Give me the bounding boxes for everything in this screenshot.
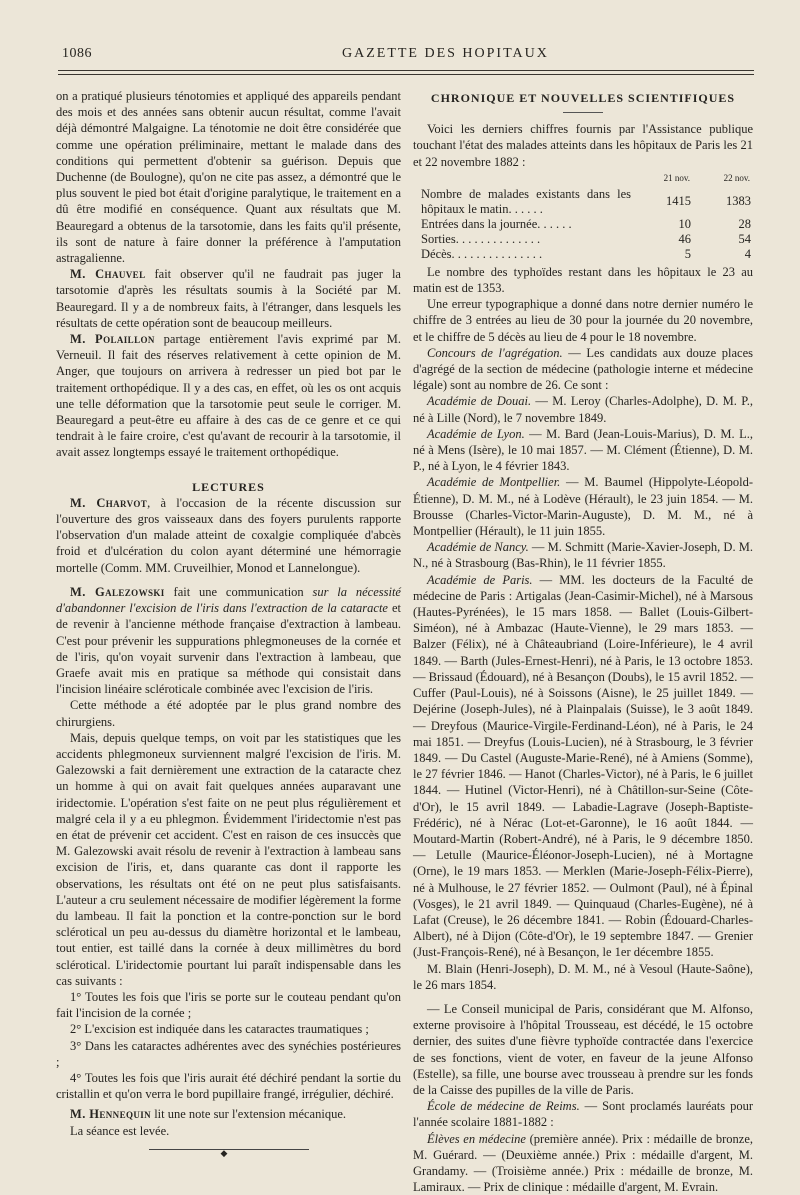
- paragraph: [413, 1098, 753, 1130]
- title-rule: [563, 112, 603, 113]
- stat-value: 1383: [726, 194, 751, 209]
- table-row: [421, 170, 751, 187]
- stat-value: 54: [738, 231, 751, 246]
- paragraph-text: fait observer qu'il ne faudrait pas juger la tarsotomie d'après les résultats soumis à la Société par M. Beauregard. Il y a de nombreux faits, à l'étranger, dans lesquels les résultats de cette opération sont de beaucoup meilleurs.: [56, 267, 401, 330]
- paragraph-text: fait une communication: [164, 584, 313, 599]
- stat-value: 28: [738, 216, 751, 231]
- paragraph-text: partage entièrement l'avis exprimé par M. Verneuil. Il fait des réserves relativement à cette opinion de M. Anger, que toujours on arrivera à redresser un pied bot par le traitement orthopédique. Il y a des cas, en effet, où les os ont acquis une telle déformation que la tarsotomie peut seule le corriger. M. Beauregard a peut-être eu affaire à des cas de ce genre et ce qui tendrait à le faire croire, c'est qu'avant de recourir à la tarsotomie, il avait assez longtemps essayé le traitement orthopédique.: [56, 332, 401, 460]
- paragraph-text: , à l'occasion de la récente discussion sur l'ouverture des gros vaisseaux dans des foyers purulents rapporte l'observation d'un malade atteint de coxalgie compliquée d'abcès froid et d'ulcération du colon ayant déterminé une hémorragie mortelle (Comm. MM. Cruveilhier, Monod et Lannelongue).: [56, 495, 401, 575]
- paragraph: Mais, depuis quelque temps, on voit par les statistiques que les accidents phlegmoneux surviennent malgré l'excision de l'iris. M. Galezowski a fait dernièrement une extraction de la cataracte chez un homme à qui on avait fait quelques années auparavant une iridectomie. L'opération s'est faite on ne peut plus régulièrement et malgré cela il y a eu phlegmon. Évidemment l'iridectomie n'est pas en état de prévenir cet accident. C'est en raison de ces insuccès que M. Galezowski avait résolu de revenir à l'extraction à lambeau sans excision de l'iris, et, dans quarante cas dont il rapporte les observations, les résultats ont été on ne peut plus satisfaisants. L'auteur a cru seulement nécessaire de modifier légèrement la forme du lambeau. Il fait la ponction et la contre-ponction sur le bord sclérotical un peu au-dessus du diamètre horizontal et le lambeau, tout entier, est taillé dans la cornée à deux millimètres du bord sclérotical. L'iridectomie pourtant lui paraît indispensable dans les cas suivants :: [56, 730, 401, 988]
- paragraph-text: — Les candidats aux douze places d'agrégé de la section de médecine (pathologie interne et médecine légale) sont au nombre de 26. Ce sont :: [413, 345, 753, 393]
- paragraph: on a pratiqué plusieurs ténotomies et appliqué des appareils pendant des mois et des années sans obtenir aucun résultat, comme l'avait déjà démontré Malgaigne. La ténotomie ne doit être considérée que comme une opération préliminaire, mettant le malade dans des conditions qui permettent d'obtenir sa guérison. Depuis que Duchenne (de Boulogne), qu'on ne cite pas assez, a démontré que le plus souvent le pied bot était d'origine paralytique, le traitement en a dû être modifié en conséquence. Quant aux résultats que M. Beauregard a obtenus de la tarsotomie, dans les faits qu'il présente, ils sont de nature à faire donner la préférence à l'amputation astragalienne.: [56, 89, 401, 266]
- speaker-name: M. Charvot: [70, 495, 148, 510]
- paragraph: Une erreur typographique a donné dans notre dernier numéro le chiffre de 3 entrées au lieu de 30 pour la journée du 20 novembre, et le chiffre de 5 décès au lieu de 4 pour le 18 novembre.: [413, 297, 753, 344]
- paragraph: [56, 584, 401, 697]
- paragraph-text: — M. Leroy (Charles-Adolphe), D. M. P., né à Lille (Nord), le 7 novembre 1849.: [413, 394, 754, 425]
- paragraph-text: et de revenir à l'ancienne méthode française d'extraction à lambeau. C'est pour prévenir les suppurations phlegmoneuses de la cornée et de l'iris, qu'on voyait survenir dans l'extraction à lambeau, que Graefe avait mis en pratique sa méthode qui consistait dans l'incision linéaire scléroticale combinée avec l'excision de l'iris.: [56, 601, 401, 697]
- paragraph-text: — MM. les docteurs de la Faculté de médecine de Paris : Artigalas (Jean-Casimir-Michel), né à Marsous (Hautes-Pyrénées), le 15 mars 1858. — Ballet (Louis-Gilbert-Siméon), né à Ambazac (Haute-Vienne), le 29 mars 1853. — Balzer (Félix), né à Châteaubriand (Loire-Inférieure), le 4 avril 1849. — Barth (Jules-Ernest-Henri), né à Paris, le 13 octobre 1853. — Brissaud (Édouard), né à Besançon (Doubs), le 15 avril 1852. — Cuffer (Paul-Louis), né à Soissons (Aisne), le 25 juillet 1849. — Dejérine (Joseph-Jules), né à Plainpalais (Suisse), le 3 août 1849. — Dreyfous (Maurice-Virgile-Ferdinand-Léon), né à Paris, le 24 mai 1851. — Dreyfus (Louis-Lucien), né à Strasbourg, le 3 février 1849. — Du Castel (Auguste-Marie-René), né à Amiens (Somme), le 27 février 1846. — Hanot (Charles-Victor), né à Paris, le 6 juillet 1844. — Hutinel (Victor-Henri), né à Châtillon-sur-Seine (Côte-d'Or), le 15 avril 1849. — Labadie-Lagrave (Joseph-Baptiste-Frédéric), né à Nérac (Lot-et-Garonne), le 16 août 1844. — Moutard-Martin (Robert-André), né à Paris, le 9 décembre 1850. — Letulle (Maurice-Éléonor-Joseph-Lucien), né à Mortagne (Orne), le 19 mars 1853. — Merklen (Marie-Joseph-Félix-Pierre), né à Mulhouse, le 27 février 1852. — Oulmont (Paul), né à Épinal (Vosges), le 21 avril 1849. — Quinquaud (Charles-Eugène), né à Lafat (Creuse), le 26 décembre 1841. — Robin (Édouard-Charles-Albert), né à Dijon (Côte-d'Or), le 19 septembre 1847. — Grenier (Just-François-René), né à Besançon, le 1er décembre 1855.: [413, 572, 753, 960]
- rubric-label: École de médecine de Reims.: [427, 1099, 580, 1114]
- right-column: [413, 88, 753, 1195]
- academy-label: Académie de Nancy.: [427, 540, 529, 555]
- paragraph: [56, 331, 401, 461]
- page-number: 1086: [62, 46, 92, 61]
- paragraph: [413, 539, 753, 571]
- paragraph: [56, 495, 401, 576]
- paragraph: [413, 393, 753, 425]
- academy-label: Académie de Montpellier.: [427, 475, 561, 490]
- journal-title: GAZETTE DES HOPITAUX: [342, 46, 549, 61]
- academy-label: Académie de Paris.: [427, 572, 533, 587]
- header-rule-bottom: [58, 74, 754, 75]
- paragraph: [413, 345, 753, 394]
- paragraph: [413, 474, 753, 539]
- academy-label: Académie de Lyon.: [427, 426, 525, 441]
- table-row: [421, 247, 751, 262]
- list-item: 3° Dans les cataractes adhérentes avec des synéchies postérieures ;: [56, 1038, 401, 1069]
- paragraph-text: lit une note sur l'extension mécanique.: [151, 1107, 346, 1122]
- academy-label: Académie de Douai.: [427, 394, 532, 409]
- list-item: 4° Toutes les fois que l'iris aurait été déchiré pendant la sortie du cristallin et qu'on verra le bord pupillaire frangé, irrégulier, déchiré.: [56, 1070, 401, 1102]
- stat-label: Nombre de malades existants dans les hôpitaux le matin. . . . . .: [421, 186, 631, 216]
- lectures-heading: LECTURES: [192, 479, 265, 494]
- paragraph: [56, 1106, 401, 1122]
- paragraph: — Le Conseil municipal de Paris, considérant que M. Alfonso, externe provisoire à l'hôpital Trousseau, est décédé, le 15 octobre dernier, des suites d'une fièvre typhoïde contractée dans l'exercice de ses fonctions, vient de voter, en faveur de la jeune Alfonso (Estelle), sa fille, une bourse avec trousseau à prendre sur les fonds de la Caisse des pupilles de la ville de Paris.: [413, 1001, 753, 1097]
- paragraph: La séance est levée.: [70, 1123, 170, 1138]
- stat-label: Décès. . . . . . . . . . . . . . .: [421, 246, 543, 261]
- paragraph: [413, 1131, 753, 1195]
- chronique-heading: CHRONIQUE ET NOUVELLES SCIENTIFIQUES: [430, 91, 736, 105]
- paragraph-text: (première année). Prix : médaille de bronze, M. Guérard. — (Deuxième année.) Prix : médaille d'argent, M. Grandamy. — (Troisième année.) Prix : médaille de bronze, M. Lamiraux. — Prix de clinique : médaille d'argent, M. Evrain.: [413, 1131, 753, 1195]
- paragraph-text: — M. Baumel (Hippolyte-Léopold-Étienne), D. M. M., né à Lodève (Hérault), le 23 juin 1854. — M. Brousse (Charles-Victor-Marin-Auguste), D. M. M., né à Montpellier (Hérault), le 11 juin 1855.: [413, 475, 753, 539]
- column-header: 22 nov.: [723, 172, 750, 183]
- table-row: [421, 187, 751, 217]
- header-rule-top: [58, 70, 754, 71]
- hospital-stats-table: [421, 170, 751, 262]
- speaker-name: M. Chauvel: [70, 267, 146, 282]
- paragraph-italic: sur la nécessité d'abandonner l'excision de l'iris dans l'extraction de la cataracte: [56, 584, 401, 616]
- speaker-name: M. Polaillon: [70, 332, 155, 347]
- stat-value: 4: [744, 246, 751, 261]
- paragraph-text: — Sont proclamés lauréats pour l'année scolaire 1881-1882 :: [413, 1099, 753, 1130]
- stat-label: Sorties. . . . . . . . . . . . . .: [421, 231, 541, 246]
- column-header: 21 nov.: [663, 172, 690, 183]
- stat-label: Entrées dans la journée. . . . . .: [421, 216, 572, 231]
- stat-value: 5: [684, 246, 691, 261]
- stat-value: 46: [678, 231, 691, 246]
- paragraph: Cette méthode a été adoptée par le plus grand nombre des chirurgiens.: [56, 698, 401, 729]
- rubric-label: Élèves en médecine: [427, 1131, 526, 1146]
- paragraph: [413, 572, 753, 961]
- page-header: [62, 46, 752, 66]
- table-row: [421, 232, 751, 247]
- paragraph-text: — M. Bard (Jean-Louis-Marius), D. M. L., né à Mens (Isère), le 10 mai 1857. — M. Clément (Étienne), D. M. P., né à Lyon, le 4 février 1843.: [413, 426, 753, 474]
- speaker-name: M. Galezowski: [70, 584, 165, 599]
- paragraph: [56, 266, 401, 331]
- paragraph: [413, 426, 753, 475]
- section-separator: ◆: [149, 1149, 309, 1158]
- paragraph: M. Blain (Henri-Joseph), D. M. M., né à Vesoul (Haute-Saône), le 26 mars 1854.: [413, 961, 753, 992]
- speaker-name: M. Hennequin: [70, 1107, 152, 1122]
- paragraph: Voici les derniers chiffres fournis par l'Assistance publique touchant l'état des malades atteints dans les hôpitaux de Paris les 21 et 22 novembre 1882 :: [413, 122, 753, 169]
- list-item: 1° Toutes les fois que l'iris se porte sur le couteau pendant qu'on fait l'incision de la cornée ;: [56, 989, 401, 1021]
- paragraph-text: — M. Schmitt (Marie-Xavier-Joseph, D. M. N., né à Strasbourg (Bas-Rhin), le 11 février 1855.: [413, 540, 753, 571]
- list-item: 2° L'excision est indiquée dans les cataractes traumatiques ;: [70, 1022, 369, 1037]
- left-column: [56, 88, 401, 1158]
- stat-value: 1415: [666, 194, 691, 209]
- paragraph: Le nombre des typhoïdes restant dans les hôpitaux le 23 au matin est de 1353.: [413, 264, 753, 296]
- rubric-label: Concours de l'agrégation.: [427, 345, 563, 360]
- stat-value: 10: [678, 216, 691, 231]
- table-row: [421, 217, 751, 232]
